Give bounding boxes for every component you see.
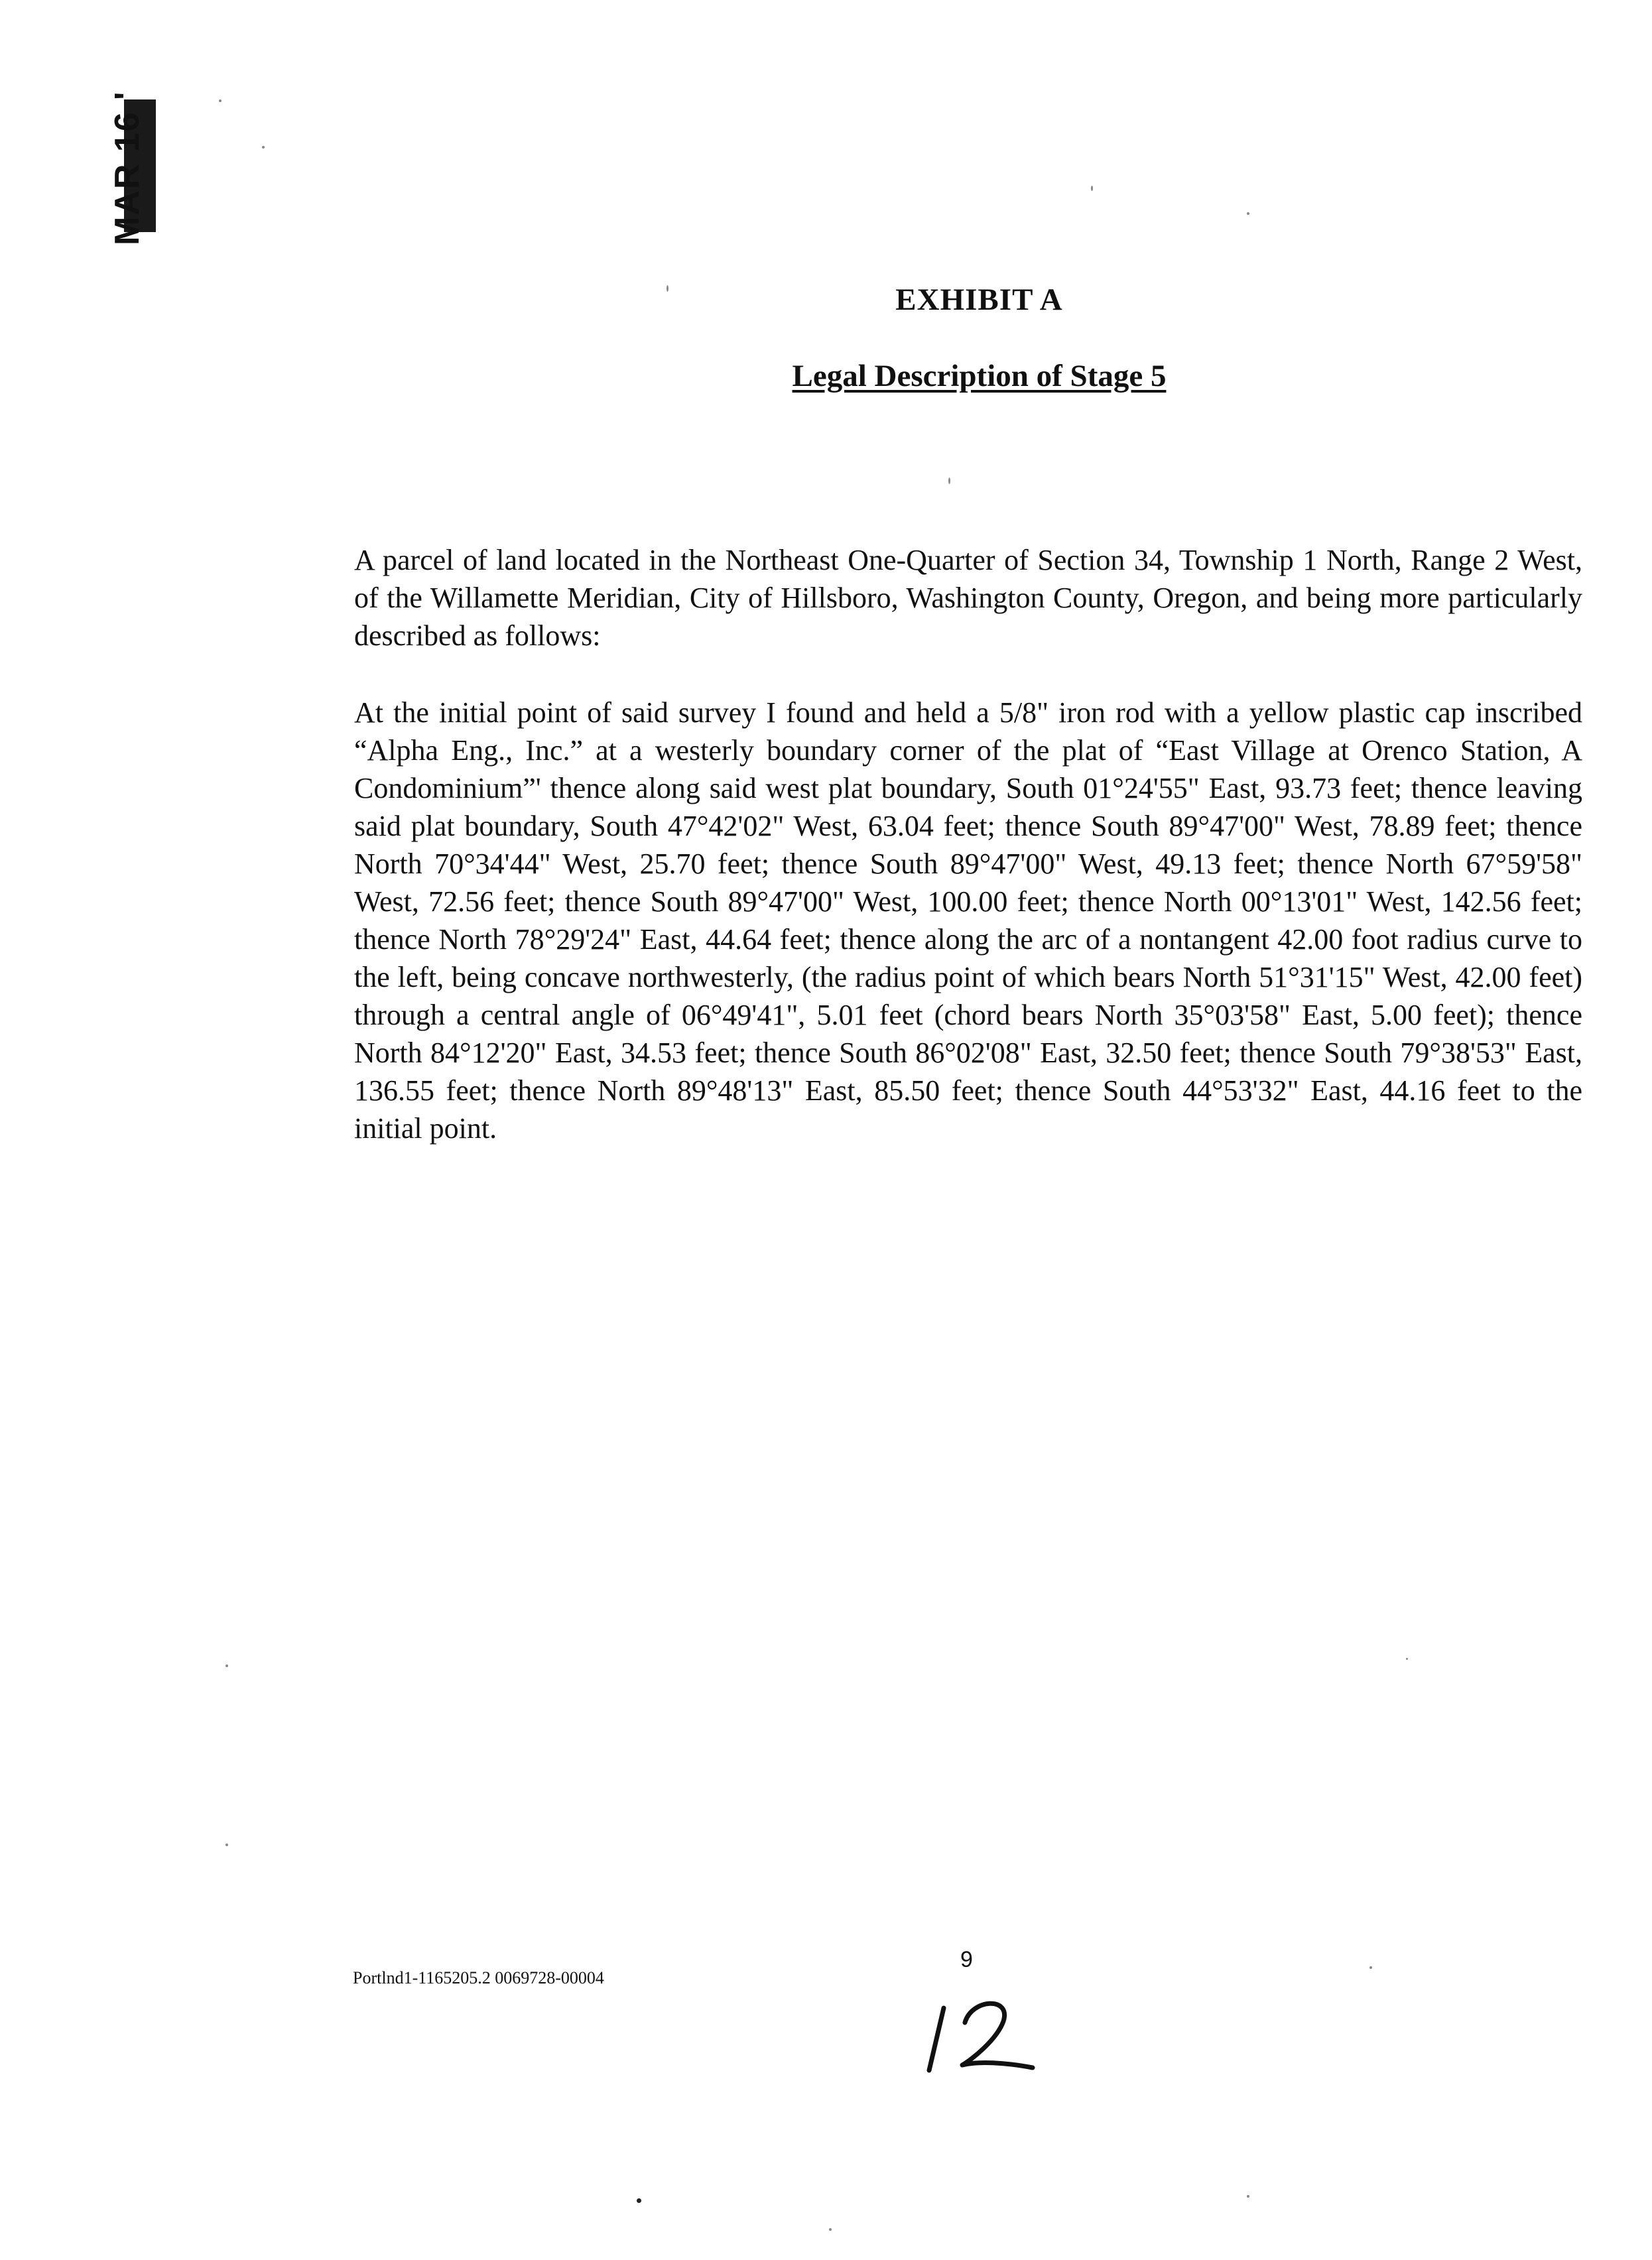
scan-speck bbox=[637, 2198, 641, 2203]
legal-description-metes-bounds: At the initial point of said survey I found and held a 5/8" iron rod with a yellow plastic cap inscribed “Alpha Eng., Inc.” at a westerly boundary corner of the plat of “East Village at Orenco Station, A Condominium”' thence along said west plat boundary, South 01°24'55" East, 93.73 feet; thence leaving said plat boundary, South 47°42'02" West, 63.04 feet; thence South 89°47'00" West, 78.89 feet; thence North 70°34'44" West, 25.70 feet; thence South 89°47'00" West, 49.13 feet; thence North 67°59'58" West, 72.56 feet; thence South 89°47'00" West, 100.00 feet; thence North 00°13'01" West, 142.56 feet; thence North 78°29'24" East, 44.64 feet; thence along the arc of a nontangent 42.00 foot radius curve to the left, being concave northwesterly, (the radius point of which bears North 51°31'15" West, 42.00 feet) through a central angle of 06°49'41", 5.01 feet (chord bears North 35°03'58" East, 5.00 feet); thence North 84°12'20" East, 34.53 feet; thence South 86°02'08" East, 32.50 feet; thence South 79°38'53" East, 136.55 feet; thence North 89°48'13" East, 85.50 feet; thence South 44°53'32" East, 44.16 feet to the initial point. bbox=[354, 696, 1582, 1145]
scan-speck bbox=[1406, 1658, 1408, 1660]
scan-speck bbox=[262, 146, 265, 149]
legal-description-intro: A parcel of land located in the Northeast One-Quarter of Section 34, Township 1 North, Range 2 West, of the Willamette Meridian, City of Hillsboro, Washington County, Oregon, and being more particularly described as follows: bbox=[354, 544, 1582, 652]
scan-speck bbox=[829, 2228, 832, 2231]
scan-speck bbox=[1369, 1966, 1372, 1969]
exhibit-subtitle: Legal Description of Stage 5 bbox=[792, 359, 1167, 393]
stamp-text: MAR 16 ' bbox=[108, 90, 147, 245]
received-date-stamp bbox=[61, 60, 160, 245]
scan-speck bbox=[225, 1844, 228, 1846]
scan-speck bbox=[219, 99, 222, 102]
handwritten-page-number bbox=[925, 1996, 1038, 2076]
exhibit-title: EXHIBIT A bbox=[895, 282, 1063, 317]
scan-speck bbox=[225, 1664, 228, 1667]
scan-speck bbox=[667, 285, 668, 292]
scan-speck bbox=[1247, 2195, 1249, 2198]
footer-document-id: Portlnd1-1165205.2 0069728-00004 bbox=[353, 1968, 604, 1987]
scan-speck bbox=[1091, 186, 1093, 191]
page-number: 9 bbox=[960, 1947, 973, 1972]
scan-speck bbox=[1247, 212, 1249, 215]
scan-speck bbox=[948, 477, 950, 484]
